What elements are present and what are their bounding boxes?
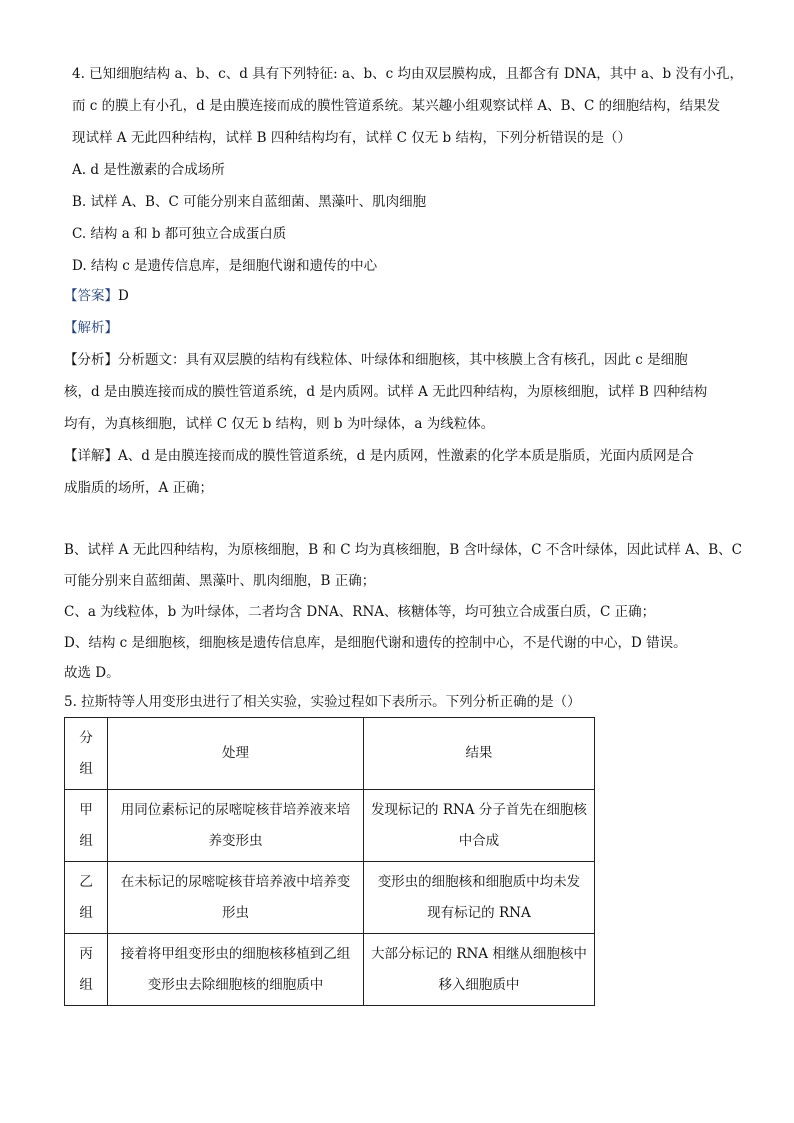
detail-b-line-2: 可能分别来自蓝细菌、黑藻叶、肌肉细胞，B 正确； xyxy=(64,573,376,589)
answer-value: D xyxy=(118,288,129,304)
q4-option-b: B. 试样 A、B、C 可能分别来自蓝细菌、黑藻叶、肌肉细胞 xyxy=(72,194,427,210)
header-result: 结果 xyxy=(363,718,594,790)
header-treatment: 处理 xyxy=(108,718,364,790)
analysis-label: 【解析】 xyxy=(64,320,118,336)
xiangjie-line-1 xyxy=(64,446,694,466)
fenxi-tag: 【分析】 xyxy=(64,352,118,368)
row-group: 丙 组 xyxy=(65,934,108,1006)
conclusion: 故选 D。 xyxy=(64,665,120,681)
fenxi-line-2: 核，d 是由膜连接而成的膜性管道系统，d 是内质网。试样 A 无此四种结构，为原核细胞，试样 B 四种结构 xyxy=(64,384,708,400)
detail-d: D、结构 c 是细胞核，细胞核是遗传信息库，是细胞代谢和遗传的控制中心，不是代谢的中心，D 错误。 xyxy=(64,635,687,651)
row-result: 大部分标记的 RNA 相继从细胞核中 移入细胞质中 xyxy=(363,934,594,1006)
row-group: 甲 组 xyxy=(65,790,108,862)
xiangjie-line-2: 成脂质的场所，A 正确； xyxy=(64,480,214,496)
xiangjie-text-1: A、d 是由膜连接而成的膜性管道系统，d 是内质网，性激素的化学本质是脂质，光面内质网是合 xyxy=(118,448,694,464)
q4-stem-line-1: 4. 已知细胞结构 a、b、c、d 具有下列特征: a、b、c 均由双层膜构成，且都含有 DNA，其中 a、b 没有小孔， xyxy=(72,66,743,82)
q4-option-c: C. 结构 a 和 b 都可独立合成蛋白质 xyxy=(72,226,287,242)
q4-option-a: A. d 是性激素的合成场所 xyxy=(72,162,225,178)
q4-answer xyxy=(64,286,129,306)
table-row xyxy=(65,790,595,862)
q4-stem-line-2: 而 c 的膜上有小孔，d 是由膜连接而成的膜性管道系统。某兴趣小组观察试样 A、B、C 的细胞结构，结果发 xyxy=(72,98,721,114)
fenxi-line-1 xyxy=(64,350,688,370)
row-treatment: 接着将甲组变形虫的细胞核移植到乙组 变形虫去除细胞核的细胞质中 xyxy=(108,934,364,1006)
row-treatment: 用同位素标记的尿嘧啶核苷培养液来培 养变形虫 xyxy=(108,790,364,862)
table-row xyxy=(65,934,595,1006)
detail-b-line-1: B、试样 A 无此四种结构，为原核细胞，B 和 C 均为真核细胞，B 含叶绿体，C 不含叶绿体，因此试样 A、B、C xyxy=(64,542,742,558)
q5-stem: 5. 拉斯特等人用变形虫进行了相关实验，实验过程如下表所示。下列分析正确的是（） xyxy=(64,694,581,710)
detail-c: C、a 为线粒体，b 为叶绿体，二者均含 DNA、RNA、核糖体等，均可独立合成蛋白质，C 正确； xyxy=(64,604,656,620)
table-row xyxy=(65,862,595,934)
row-treatment: 在未标记的尿嘧啶核苷培养液中培养变 形虫 xyxy=(108,862,364,934)
header-group: 分 组 xyxy=(65,718,108,790)
xiangjie-tag: 【详解】 xyxy=(64,448,118,464)
q4-option-d: D. 结构 c 是遗传信息库，是细胞代谢和遗传的中心 xyxy=(72,258,378,274)
fenxi-text-1: 分析题文：具有双层膜的结构有线粒体、叶绿体和细胞核，其中核膜上含有核孔，因此 c 是细胞 xyxy=(118,352,688,368)
row-result: 发现标记的 RNA 分子首先在细胞核 中合成 xyxy=(363,790,594,862)
fenxi-line-3: 均有，为真核细胞，试样 C 仅无 b 结构，则 b 为叶绿体，a 为线粒体。 xyxy=(64,416,495,432)
row-group: 乙 组 xyxy=(65,862,108,934)
row-result: 变形虫的细胞核和细胞质中均未发 现有标记的 RNA xyxy=(363,862,594,934)
table-header-row xyxy=(65,718,595,790)
experiment-table xyxy=(64,717,595,1006)
analysis-tag xyxy=(64,318,118,338)
answer-tag: 【答案】 xyxy=(64,288,118,304)
q4-stem-line-3: 现试样 A 无此四种结构，试样 B 四种结构均有，试样 C 仅无 b 结构，下列分析错误的是（） xyxy=(72,130,631,146)
